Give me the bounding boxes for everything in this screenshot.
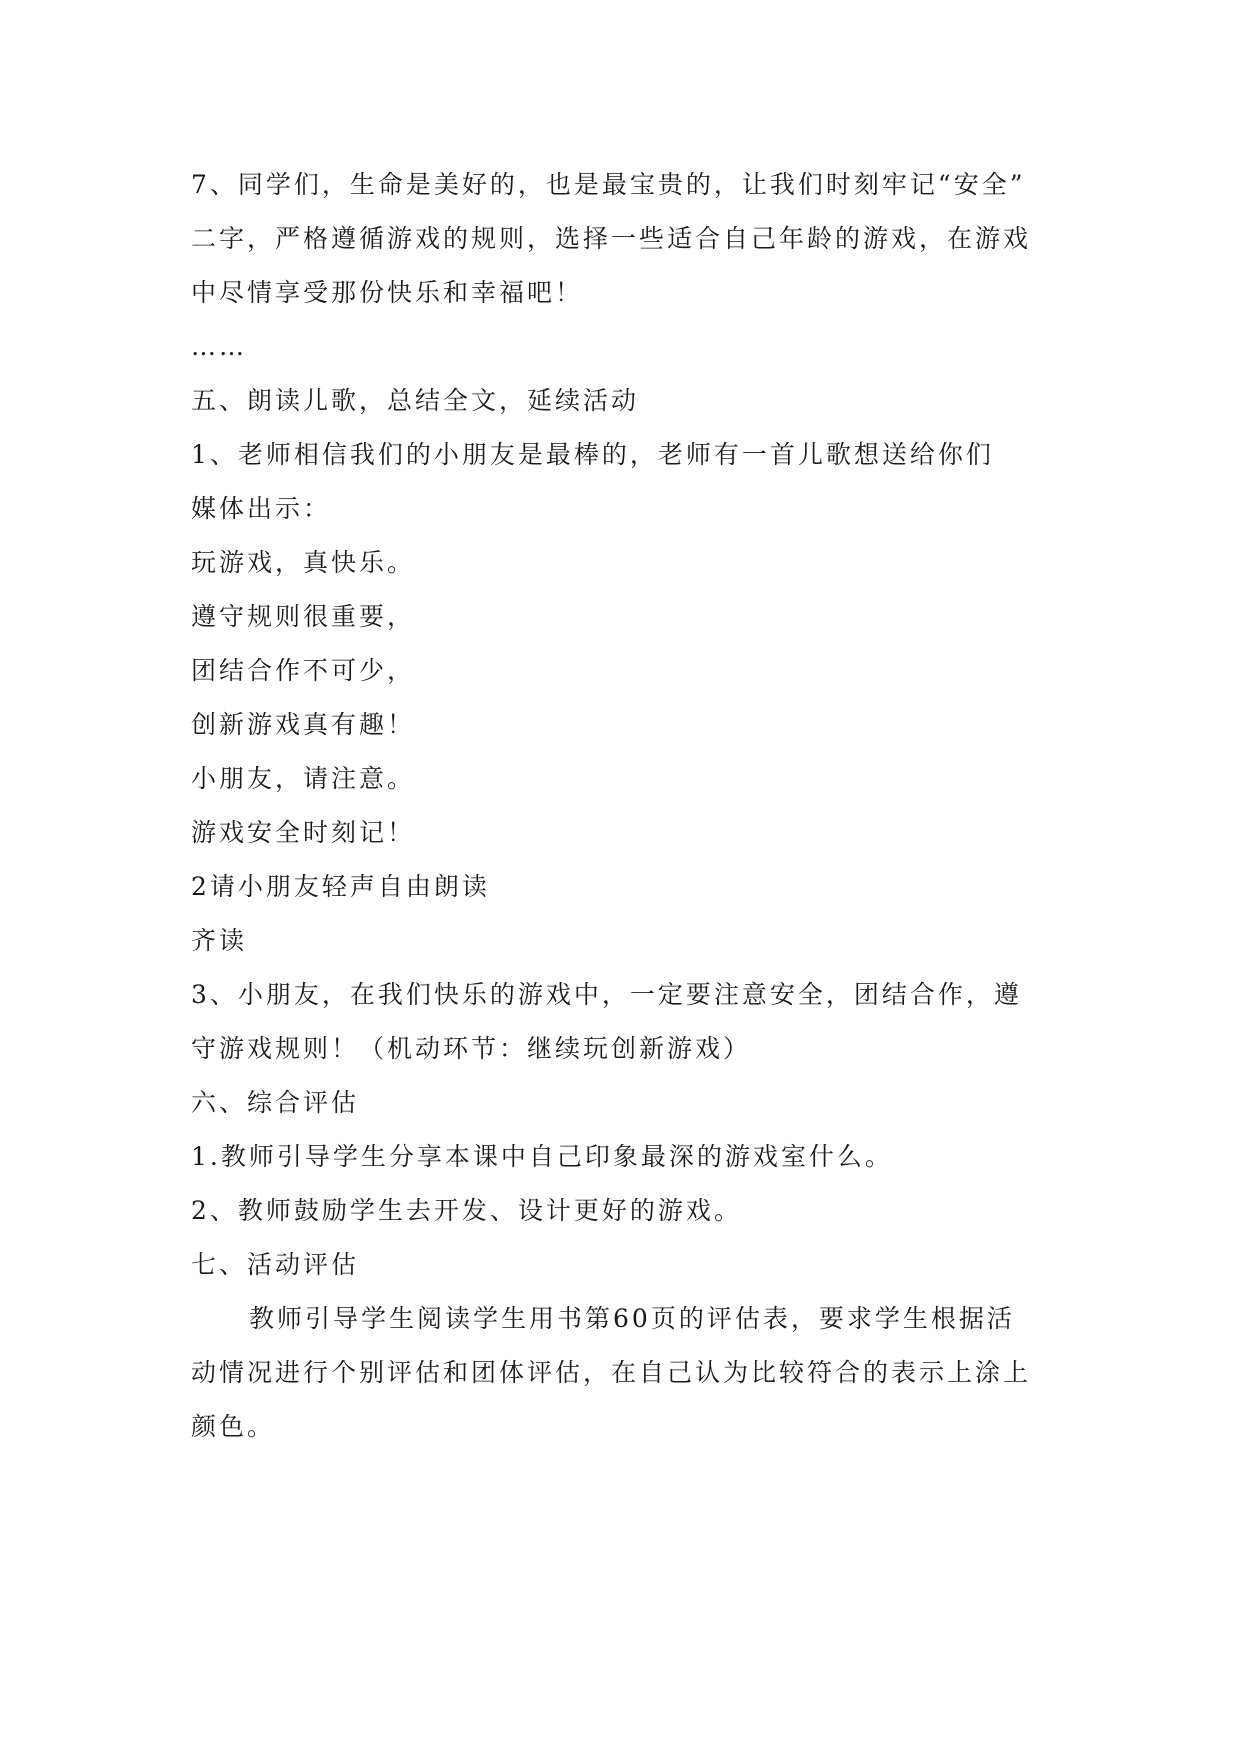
document-body (191, 158, 1059, 1454)
text-line: 小朋友，请注意。 (191, 764, 416, 793)
text-line: 1.教师引导学生分享本课中自己印象最深的游戏室什么。 (191, 1142, 893, 1171)
text-line: 齐读 (191, 926, 248, 955)
text-line: 中尽情享受那份快乐和幸福吧！ (191, 278, 584, 307)
text-line: 游戏安全时刻记！ (191, 818, 416, 847)
text-line: 媒体出示： (191, 494, 332, 523)
text-line: 七、活动评估 (191, 1250, 360, 1279)
text-line: 教师引导学生阅读学生用书第60页的评估表，要求学生根据活 (249, 1304, 1015, 1333)
text-line: 玩游戏，真快乐。 (191, 548, 416, 577)
text-line: 7、同学们，生命是美好的，也是最宝贵的，让我们时刻牢记“安全” (191, 170, 1026, 199)
text-line: 2请小朋友轻声自由朗读 (191, 872, 490, 901)
text-line: 二字，严格遵循游戏的规则，选择一些适合自己年龄的游戏，在游戏 (191, 224, 1032, 253)
text-line: 2、教师鼓励学生去开发、设计更好的游戏。 (191, 1196, 742, 1225)
text-line: 守游戏规则！（机动环节：继续玩创新游戏） (191, 1034, 752, 1063)
text-line: 颜色。 (191, 1412, 276, 1441)
text-line: 动情况进行个别评估和团体评估，在自己认为比较符合的表示上涂上 (191, 1358, 1032, 1387)
text-line: 创新游戏真有趣！ (191, 710, 416, 739)
text-line: 1、老师相信我们的小朋友是最棒的，老师有一首儿歌想送给你们 (191, 440, 994, 469)
text-line: 六、综合评估 (191, 1088, 360, 1117)
text-line: 五、朗读儿歌，总结全文，延续活动 (191, 386, 640, 415)
text-line: …… (191, 332, 247, 361)
text-line: 3、小朋友，在我们快乐的游戏中，一定要注意安全，团结合作，遵 (191, 980, 1022, 1009)
text-line: 团结合作不可少， (191, 656, 416, 685)
text-line: 遵守规则很重要， (191, 602, 416, 631)
